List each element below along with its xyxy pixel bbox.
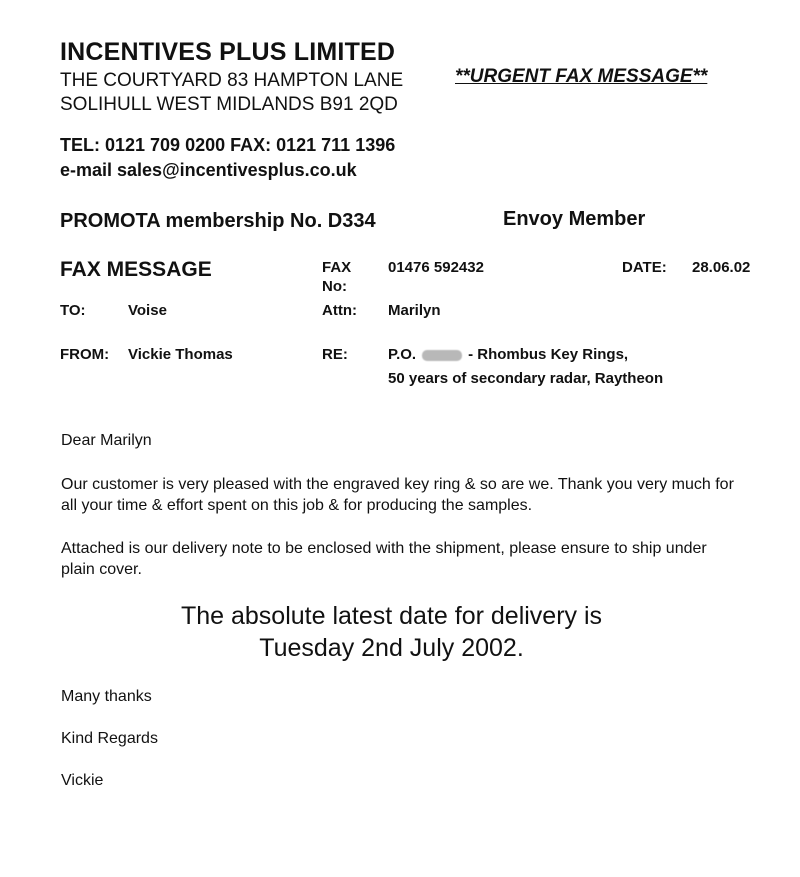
closing-thanks: Many thanks (61, 688, 152, 705)
company-name: INCENTIVES PLUS LIMITED (60, 38, 396, 66)
re-line1 (388, 346, 628, 363)
fax-no-label: FAX No: (322, 259, 352, 295)
company-tel-fax: TEL: 0121 709 0200 FAX: 0121 711 1396 (60, 135, 396, 155)
from-label: FROM: (60, 346, 110, 363)
paragraph-1: Our customer is very pleased with the engraved key ring & so are we. Thank you very much for all your time & effort spent on this job & for producing the samples. (61, 476, 734, 514)
date-label: DATE: (622, 259, 667, 276)
to-label: TO: (60, 302, 86, 319)
redacted-po-number (422, 350, 462, 361)
date-value: 28.06.02 (692, 259, 751, 276)
paragraph-2: Attached is our delivery note to be enclosed with the shipment, please ensure to ship under plain cover. (61, 540, 707, 578)
closing-regards: Kind Regards (61, 730, 158, 747)
urgent-label: **URGENT FAX MESSAGE** (455, 66, 708, 87)
company-email: e-mail sales@incentivesplus.co.uk (60, 160, 357, 180)
company-address-line2: SOLIHULL WEST MIDLANDS B91 2QD (60, 94, 398, 115)
re-line1-rest: - Rhombus Key Rings, (468, 346, 629, 363)
re-prefix: P.O. (388, 346, 417, 363)
closing-name: Vickie (61, 772, 104, 789)
from-value: Vickie Thomas (128, 346, 233, 363)
re-line2: 50 years of secondary radar, Raytheon (388, 370, 664, 387)
delivery-deadline-line2: Tuesday 2nd July 2002. (259, 634, 524, 662)
salutation: Dear Marilyn (61, 432, 152, 449)
attn-label: Attn: (322, 302, 357, 319)
membership-number: PROMOTA membership No. D334 (60, 210, 376, 232)
re-label: RE: (322, 346, 348, 363)
member-type: Envoy Member (503, 208, 646, 230)
fax-no-value: 01476 592432 (388, 259, 484, 276)
company-address-line1: THE COURTYARD 83 HAMPTON LANE (60, 70, 404, 91)
delivery-deadline-line1: The absolute latest date for delivery is (180, 602, 603, 630)
fax-title: FAX MESSAGE (60, 258, 212, 281)
attn-value: Marilyn (388, 302, 441, 319)
to-value: Voise (128, 302, 167, 319)
